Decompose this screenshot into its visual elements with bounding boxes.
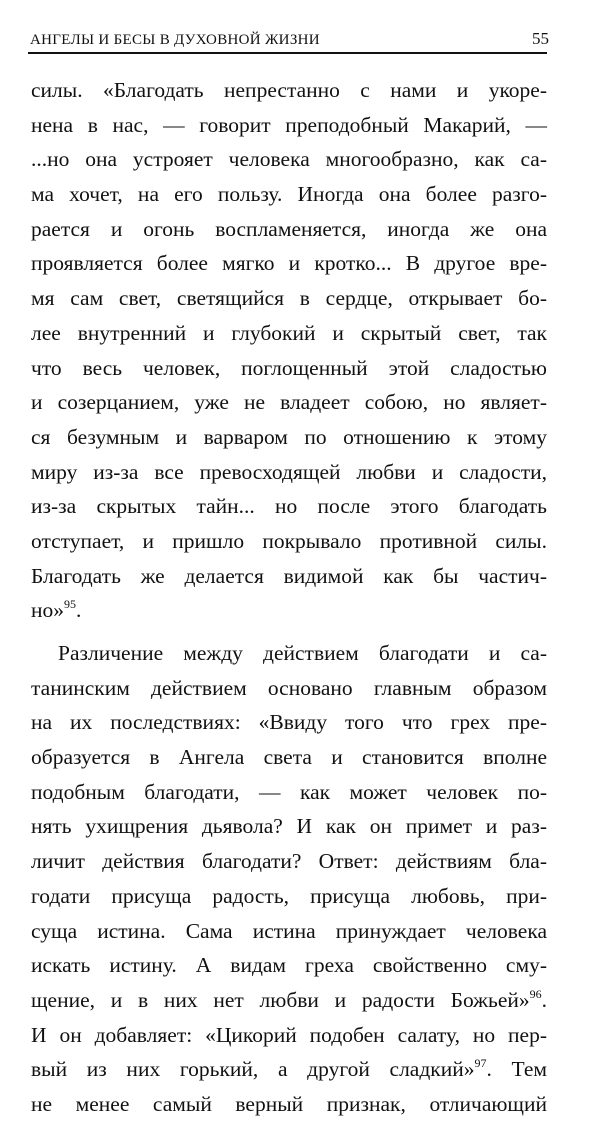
text-line: образуется в Ангела света и становится вполне (31, 745, 547, 770)
text-line (31, 1052, 547, 1087)
text-line-last: но»$^{95}$. (31, 597, 82, 623)
text-line: Различение между действием благодати и са- (58, 641, 547, 665)
running-header (28, 26, 547, 54)
text-line: нена в нас, — говорит преподобный Макарий, — (31, 112, 547, 137)
paragraph-2 (31, 636, 547, 1122)
paragraph-gap (31, 628, 547, 636)
text-line: из-за скрытых тайн... но после этого благодать (31, 494, 547, 519)
text-line: проявляется более мягко и кротко... В другое вре- (31, 251, 547, 276)
text-line: силы. «Благодать непрестанно с нами и укоре- (31, 78, 547, 102)
text-line: И он добавляет: «Цикорий подобен салату, но пер- (31, 1022, 547, 1047)
text-line: ...но она устрояет человека многообразно, как са- (31, 147, 547, 172)
text-line: отступает, и пришло покрывало противной силы. (31, 528, 547, 553)
text-line: мя сам свет, светящийся в сердце, открывает бо- (31, 286, 547, 311)
text-line: ма хочет, на его пользу. Иногда она более разго- (31, 182, 547, 207)
text-line: искать истину. А видам греха свойственно сму- (31, 953, 547, 978)
text-fragment: щение, и в них нет любви и радости Божьей» (31, 987, 530, 1012)
text-line: нять ухищрения дьявола? И как он примет и раз- (31, 814, 547, 839)
text-line: рается и огонь воспламеняется, иногда же она (31, 216, 547, 241)
text-line: личит действия благодати? Ответ: действиям бла- (31, 849, 547, 874)
body-text (31, 73, 547, 1122)
text-fragment: . Тем (486, 1057, 548, 1082)
text-fragment: . (541, 987, 547, 1012)
footnote-ref: 96 (529, 986, 542, 1001)
page-number: 55 (532, 29, 549, 48)
text-line: не менее самый верный признак, отличающий (31, 1091, 547, 1116)
text-line: что весь человек, поглощенный этой сладостью (31, 355, 547, 380)
text-line: и созерцанием, уже не владеет собою, но являет- (31, 390, 547, 415)
text-line: танинским действием основано главным образом (31, 675, 547, 700)
text-line: миру из-за все превосходящей любви и сладости, (31, 459, 547, 484)
paragraph-1 (31, 73, 547, 628)
text-line (31, 983, 547, 1018)
text-line: годати присуща радость, присуща любовь, при- (31, 883, 547, 908)
text-line: ся безумным и варваром по отношению к этому (31, 424, 547, 449)
footnote-ref: 95 (64, 597, 77, 612)
text-fragment: но» (31, 598, 65, 623)
footnote-ref: 97 (474, 1056, 487, 1071)
text-fragment: вый из них горький, а другой сладкий» (31, 1057, 475, 1082)
text-line: подобным благодати, — как может человек по- (31, 779, 547, 804)
text-line: Благодать же делается видимой как бы частич- (31, 563, 547, 588)
text-line: лее внутренний и глубокий и скрытый свет, так (31, 320, 547, 345)
text-line: суща истина. Сама истина принуждает человека (31, 918, 547, 943)
running-title: АНГЕЛЫ И БЕСЫ В ДУХОВНОЙ ЖИЗНИ (30, 32, 320, 48)
text-line: на их последствиях: «Ввиду того что грех пре- (31, 710, 547, 735)
